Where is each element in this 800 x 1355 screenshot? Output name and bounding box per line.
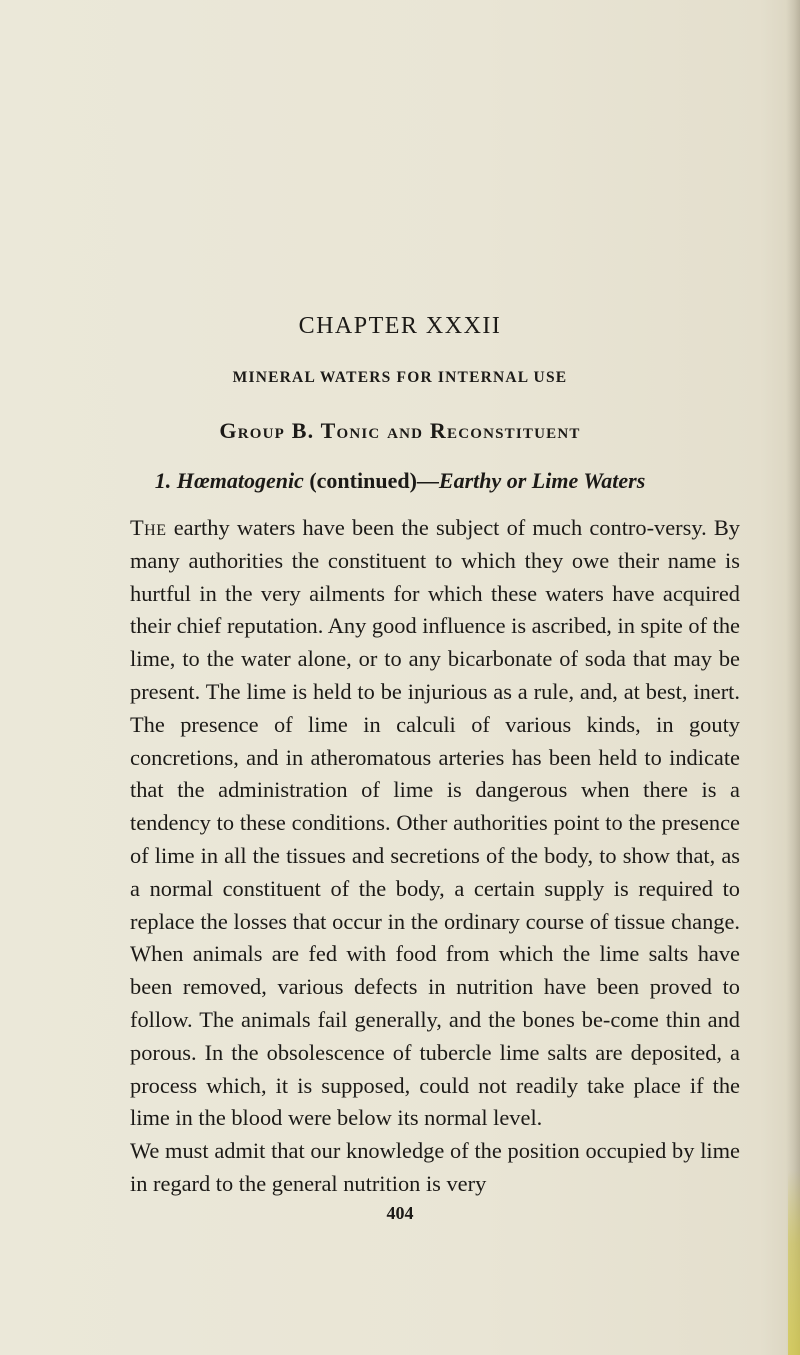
section-heading bbox=[0, 468, 800, 494]
section-name: Hœmatogenic bbox=[176, 468, 304, 493]
paragraph-2: We must admit that our knowledge of the position occupied by lime in regard to the general nutrition is very bbox=[130, 1138, 740, 1196]
page-edge-shadow bbox=[786, 0, 800, 1355]
paragraph-1 bbox=[130, 512, 740, 1135]
section-continued: (continued) bbox=[309, 468, 417, 493]
chapter-subtitle: MINERAL WATERS FOR INTERNAL USE bbox=[232, 369, 568, 386]
body-text bbox=[130, 512, 740, 1201]
paragraph-lead-word: The bbox=[130, 515, 167, 540]
section-dash: — bbox=[416, 468, 439, 493]
section-number: 1. bbox=[154, 468, 172, 493]
chapter-title: CHAPTER XXXII bbox=[298, 313, 502, 339]
page-edge-stain bbox=[788, 1170, 800, 1355]
group-heading: Group B. Tonic and Reconstituent bbox=[219, 418, 581, 443]
section-topic: Earthy or Lime Waters bbox=[438, 468, 646, 493]
page-number: 404 bbox=[386, 1203, 414, 1223]
paragraph-1-text: earthy waters have been the subject of much contro-versy. By many authorities the constituent to which they owe their name is hurtful in the very ailments for which these waters have acquired their chief reputation. Any good influence is ascribed, in spite of the lime, to the water alone, or to any bicarbonate of soda that may be present. The lime is held to be injurious as a rule, and, at best, inert. The presence of lime in calculi of various kinds, in gouty concretions, and in atheromatous arteries has been held to indicate that the administration of lime is dangerous when there is a tendency to these conditions. Other authorities point to the presence of lime in all the tissues and secretions of the body, to show that, as a normal constituent of the body, a certain supply is required to replace the losses that occur in the ordinary course of tissue change. When animals are fed with food from which the lime salts have been removed, various defects in nutrition have been proved to follow. The animals fail generally, and the bones be-come thin and porous. In the obsolescence of tubercle lime salts are deposited, a process which, it is supposed, could not readily take place if the lime in the blood were below its normal level. bbox=[130, 515, 740, 1131]
